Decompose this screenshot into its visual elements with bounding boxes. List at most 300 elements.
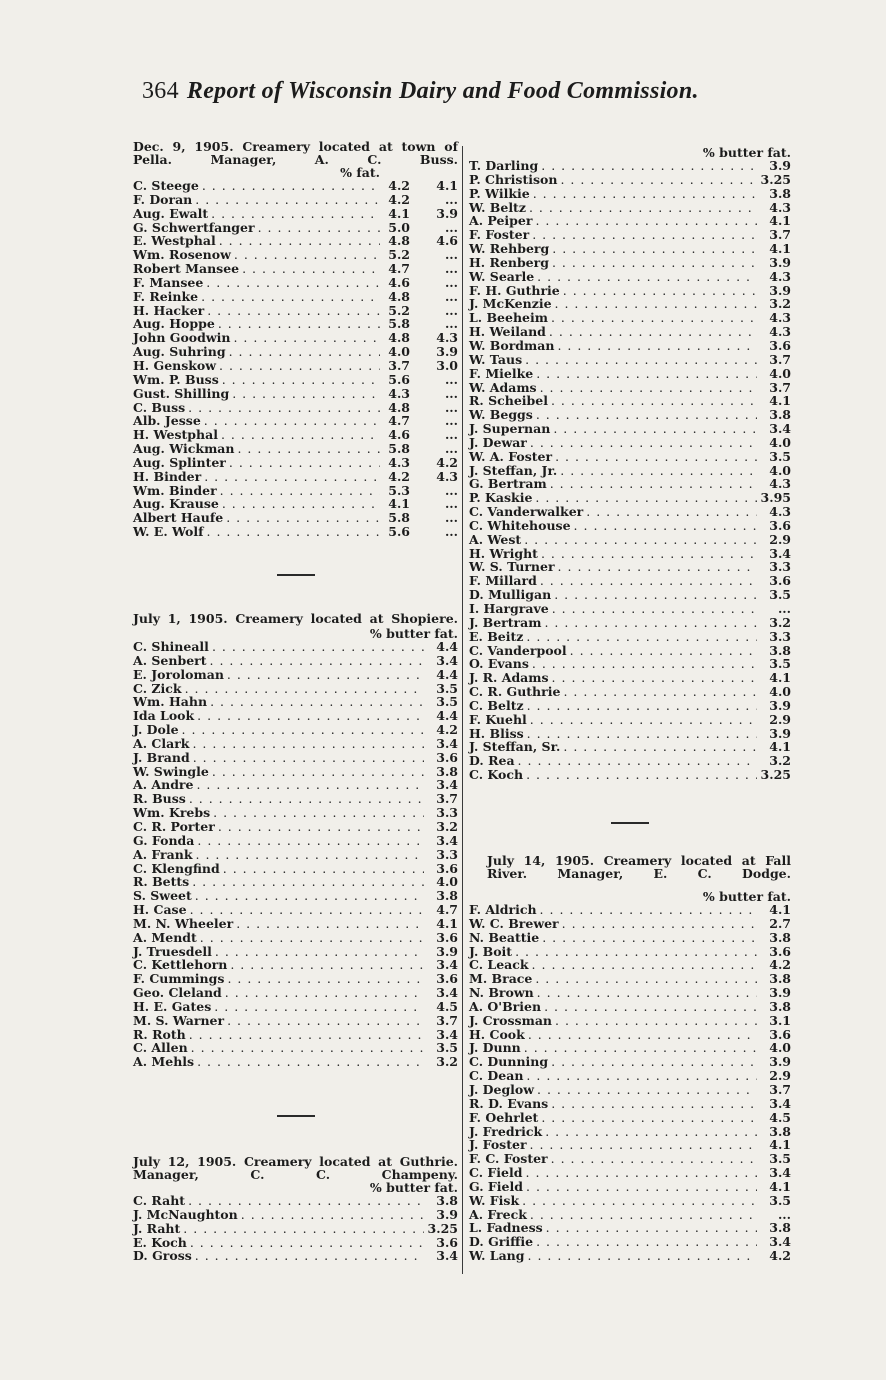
table-row (469, 1125, 791, 1139)
butter-fat-value: 3.1 (769, 1012, 791, 1028)
butter-fat-value: 3.5 (769, 1151, 791, 1167)
fat-test-2: ... (444, 261, 458, 277)
table-row (469, 1111, 791, 1125)
table-row (133, 1222, 458, 1236)
table-row (133, 497, 458, 511)
fat-test-1: 5.0 (388, 219, 410, 235)
butter-fat-value: 4.3 (769, 504, 791, 520)
table-row (133, 414, 458, 428)
butter-fat-value: 4.1 (769, 213, 791, 229)
patron-name: C. Buss (133, 399, 186, 415)
patron-name: J. Crossman (469, 1012, 553, 1028)
table-row (133, 442, 458, 456)
table-row (469, 1194, 791, 1208)
dot-leader (238, 1208, 424, 1222)
table-row (133, 792, 458, 806)
dot-leader (234, 442, 380, 456)
table-row (469, 533, 791, 547)
table-row (469, 671, 791, 685)
patron-name: P. Christison (469, 171, 558, 187)
fat-test-1: 5.8 (388, 441, 410, 457)
butter-fat-value: 3.6 (769, 943, 791, 959)
table-row (133, 640, 458, 654)
fat-test-1: 5.2 (388, 247, 410, 263)
table-row (133, 695, 458, 709)
patron-name: W. Beltz (469, 199, 526, 215)
butter-fat-value: 3.7 (769, 227, 791, 243)
patron-name: H. Genskow (133, 357, 217, 373)
patron-name: R. Scheibel (469, 393, 548, 409)
table-row (133, 972, 458, 986)
dot-leader (224, 972, 424, 986)
patron-name: H. Weiland (469, 324, 546, 340)
butter-fat-value: 4.5 (436, 998, 458, 1014)
fat-test-1: 4.0 (388, 344, 410, 360)
table-row (469, 297, 791, 311)
dot-leader (548, 1152, 757, 1166)
table-row (469, 903, 791, 917)
patron-name: F. Aldrich (469, 902, 537, 917)
dot-leader (549, 671, 757, 685)
dot-leader (189, 737, 424, 751)
patron-name: W. E. Wolf (133, 524, 204, 540)
patron-name: Aug. Wickman (133, 441, 235, 457)
table-row (133, 276, 458, 290)
dot-leader (530, 187, 757, 201)
patron-name: Robert Mansee (133, 261, 240, 277)
table-row (133, 1055, 458, 1069)
patron-name: E. Beitz (469, 628, 524, 644)
table-row (133, 456, 458, 470)
fat-test-1: 5.8 (388, 316, 410, 332)
table-row (469, 986, 791, 1000)
dot-leader (523, 1166, 758, 1180)
table-row (469, 519, 791, 533)
fat-test-2: ... (444, 288, 458, 304)
dot-leader (186, 1028, 424, 1042)
dot-leader (224, 668, 424, 682)
patron-name: A. West (469, 531, 522, 547)
patron-name: W. Fisk (469, 1192, 520, 1208)
patron-name: A. Andre (133, 777, 194, 793)
patron-name: R. Betts (133, 874, 190, 890)
dot-leader (216, 234, 380, 248)
patron-name: Wm. Hahn (133, 694, 208, 710)
patron-name: W. Taus (469, 351, 523, 367)
fat-test-1: 4.1 (388, 205, 410, 221)
dot-leader (187, 903, 424, 917)
butter-fat-value: 3.8 (769, 998, 791, 1014)
table-row (133, 889, 458, 903)
guthrie-continued-table (469, 159, 791, 782)
butter-fat-value: 3.4 (769, 1234, 791, 1250)
table-row (133, 304, 458, 318)
fat-test-2: 3.0 (436, 357, 458, 373)
fat-test-1: 5.8 (388, 510, 410, 526)
dot-leader (522, 353, 757, 367)
dot-leader (211, 1000, 424, 1014)
table-row (469, 588, 791, 602)
table-row (133, 525, 458, 539)
table-row (469, 464, 791, 478)
patron-name: C. Koch (469, 767, 524, 783)
dot-leader (180, 1222, 424, 1236)
butter-fat-value: 3.25 (760, 171, 791, 187)
dot-leader (541, 616, 757, 630)
table-row (469, 1041, 791, 1055)
patron-name: G. Fonda (133, 832, 195, 848)
table-row (469, 685, 791, 699)
fat-test-2: ... (444, 247, 458, 263)
table-row (133, 668, 458, 682)
patron-name: H. Cook (469, 1026, 525, 1042)
patron-name: R. Buss (133, 791, 186, 807)
fat-test-2: ... (444, 191, 458, 207)
fat-test-1: 5.6 (388, 371, 410, 387)
patron-name: W. Searle (469, 268, 535, 284)
dot-leader (534, 986, 757, 1000)
patron-name: N. Beattie (469, 929, 540, 945)
dot-leader (527, 1138, 757, 1152)
patron-name: F. Mansee (133, 274, 204, 290)
butter-fat-value: 3.9 (436, 1206, 458, 1222)
dot-leader (515, 754, 757, 768)
butter-fat-value: ... (777, 601, 791, 616)
dot-leader (549, 242, 757, 256)
dot-leader (220, 862, 424, 876)
patron-name: D. Griffie (469, 1234, 534, 1250)
table-row (469, 201, 791, 215)
butter-fat-value: 3.2 (436, 818, 458, 834)
patron-name: H. Wright (469, 545, 538, 561)
dot-leader (560, 740, 757, 754)
table-row (469, 422, 791, 436)
patron-name: R. Roth (133, 1026, 186, 1042)
dot-leader (203, 276, 380, 290)
patron-name: A. O'Brien (469, 998, 542, 1014)
butter-fat-value: 4.3 (769, 199, 791, 215)
patron-name: Alb. Jesse (133, 413, 201, 429)
butter-fat-value: 3.6 (436, 1234, 458, 1250)
patron-name: C. Vanderwalker (469, 504, 584, 520)
patron-name: Aug. Ewalt (133, 205, 209, 221)
column-heading: % butter fat. (369, 1180, 458, 1195)
butter-fat-value: 4.3 (769, 310, 791, 326)
separator (469, 822, 791, 824)
butter-fat-value: 3.25 (760, 767, 791, 783)
dot-leader (204, 304, 380, 318)
patron-name: D. Rea (469, 753, 515, 769)
dot-leader (552, 297, 757, 311)
butter-fat-value: 3.8 (769, 642, 791, 658)
butter-fat-value: 3.4 (769, 1095, 791, 1111)
patron-name: C. Allen (133, 1040, 188, 1056)
butter-fat-value: 3.25 (427, 1220, 458, 1236)
patron-name: D. Gross (133, 1248, 192, 1264)
dot-leader (192, 889, 424, 903)
patron-name: C. Field (469, 1165, 523, 1181)
patron-name: L. Beeheim (469, 310, 548, 326)
fat-test-2: ... (444, 274, 458, 290)
butter-fat-value: 3.5 (436, 680, 458, 696)
fat-test-1: 4.2 (388, 178, 410, 193)
dot-leader (186, 792, 424, 806)
separator (133, 574, 458, 576)
dot-leader (193, 778, 424, 792)
patron-name: C. Steege (133, 178, 199, 193)
dot-leader (219, 373, 380, 387)
dot-leader (233, 917, 424, 931)
dot-leader (519, 1194, 757, 1208)
table-row (133, 723, 458, 737)
butter-fat-value: 3.6 (436, 929, 458, 945)
butter-fat-value: 3.5 (769, 587, 791, 603)
patron-name: D. Mulligan (469, 587, 552, 603)
butter-fat-value: 3.4 (436, 1248, 458, 1264)
dot-leader (550, 422, 757, 436)
table-row (469, 214, 791, 228)
fat-test-1: 3.7 (388, 357, 410, 373)
butter-fat-value: 4.1 (436, 915, 458, 931)
butter-fat-value: 2.9 (769, 1068, 791, 1084)
dot-leader (207, 654, 424, 668)
butter-fat-value: 3.4 (769, 1165, 791, 1181)
guthrie-table (133, 1194, 458, 1263)
dot-leader (201, 470, 380, 484)
dot-leader (204, 525, 380, 539)
butter-fat-value: 3.8 (436, 888, 458, 904)
dot-leader (209, 640, 424, 654)
dot-leader (226, 456, 380, 470)
fat-test-2: ... (444, 441, 458, 457)
butter-fat-value: 4.0 (769, 684, 791, 700)
patron-name: J. Brand (133, 749, 190, 765)
butter-fat-value: 3.4 (436, 735, 458, 751)
butter-fat-value: 3.8 (769, 1220, 791, 1236)
dot-leader (255, 221, 380, 235)
table-row (133, 834, 458, 848)
butter-fat-value: 3.2 (769, 753, 791, 769)
dot-leader (527, 436, 757, 450)
fat-test-1: 5.6 (388, 524, 410, 540)
patron-name: F. Kuehl (469, 711, 527, 727)
patron-name: J. McKenzie (469, 296, 552, 312)
butter-fat-value: ... (777, 1206, 791, 1222)
dot-leader (207, 695, 424, 709)
patron-name: F. Cummings (133, 971, 225, 987)
dot-leader (557, 173, 757, 187)
patron-name: Wm. Krebs (133, 805, 211, 821)
dot-leader (524, 699, 757, 713)
fat-test-2: ... (444, 316, 458, 332)
patron-name: C. Dean (469, 1068, 524, 1084)
butter-fat-value: 2.7 (769, 915, 791, 931)
dot-leader (538, 547, 757, 561)
patron-name: C. R. Porter (133, 818, 215, 834)
patron-name: C. Zick (133, 680, 182, 696)
butter-fat-value: 3.3 (436, 805, 458, 821)
table-row (133, 848, 458, 862)
table-row (133, 1028, 458, 1042)
table-row (469, 242, 791, 256)
patron-name: Ida Look (133, 708, 195, 724)
butter-fat-value: 4.1 (769, 1137, 791, 1153)
dot-leader (185, 401, 380, 415)
dot-leader (560, 685, 757, 699)
table-row (133, 820, 458, 834)
dot-leader (219, 497, 380, 511)
dot-leader (548, 311, 757, 325)
patron-name: J. Raht (133, 1220, 181, 1236)
table-row (469, 436, 791, 450)
patron-name: J. Foster (469, 1137, 527, 1153)
dot-leader (521, 1041, 757, 1055)
table-row (469, 256, 791, 270)
table-row (133, 751, 458, 765)
patron-name: H. E. Gates (133, 998, 212, 1014)
dot-leader (560, 284, 757, 298)
dot-leader (226, 345, 380, 359)
fat-test-2: 4.6 (436, 233, 458, 249)
patron-name: W. C. Brewer (469, 915, 559, 931)
patron-name: L. Fadness (469, 1220, 543, 1236)
table-row (469, 574, 791, 588)
table-row (469, 1069, 791, 1083)
fat-test-2: 3.9 (436, 205, 458, 221)
dot-leader (527, 713, 757, 727)
patron-name: W. Bordman (469, 337, 555, 353)
table-row (469, 1028, 791, 1042)
patron-name: W. Swingle (133, 763, 209, 779)
dot-leader (523, 1069, 757, 1083)
dot-leader (534, 1083, 757, 1097)
dot-leader (523, 768, 757, 782)
dot-leader (231, 248, 380, 262)
butter-fat-value: 3.4 (436, 777, 458, 793)
table-row (133, 331, 458, 345)
dot-leader (227, 958, 424, 972)
patron-name: C. Raht (133, 1193, 186, 1208)
patron-name: J. Boit (469, 943, 513, 959)
patron-name: M. S. Warner (133, 1012, 225, 1028)
dot-leader (554, 339, 757, 353)
patron-name: C. Klengfind (133, 860, 220, 876)
patron-name: E. Westphal (133, 233, 216, 249)
table-row (469, 1014, 791, 1028)
patron-name: C. Beltz (469, 697, 524, 713)
table-row (133, 986, 458, 1000)
table-row (469, 228, 791, 242)
fat-test-1: 4.1 (388, 496, 410, 512)
fat-test-2: ... (444, 413, 458, 429)
fat-test-1: 4.2 (388, 468, 410, 484)
table-row (469, 740, 791, 754)
dot-leader (185, 1194, 424, 1208)
dot-leader (548, 394, 757, 408)
patron-name: C. Kettlehorn (133, 957, 228, 973)
table-row (469, 159, 791, 173)
patron-name: John Goodwin (133, 330, 231, 346)
butter-fat-value: 3.5 (436, 1040, 458, 1056)
patron-name: C. Leack (469, 957, 529, 973)
patron-name: J. Steffan, Sr. (469, 739, 561, 755)
dot-leader (549, 256, 757, 270)
dot-leader (193, 848, 425, 862)
table-row (469, 972, 791, 986)
butter-fat-value: 3.4 (436, 985, 458, 1001)
patron-name: J. Dole (133, 722, 179, 738)
butter-fat-value: 4.1 (769, 1178, 791, 1194)
dot-leader (189, 875, 424, 889)
patron-name: F. Reinke (133, 288, 199, 304)
fat-test-2: ... (444, 482, 458, 498)
patron-name: N. Brown (469, 985, 534, 1001)
table-row (469, 284, 791, 298)
dot-leader (551, 588, 757, 602)
patron-name: F. Foster (469, 227, 530, 243)
dot-leader (533, 408, 757, 422)
butter-fat-value: 3.5 (769, 448, 791, 464)
table-row (133, 248, 458, 262)
patron-name: Aug. Hoppe (133, 316, 215, 332)
butter-fat-value: 3.7 (769, 351, 791, 367)
dot-leader (222, 986, 424, 1000)
patron-name: Albert Haufe (133, 510, 224, 526)
patron-name: J. McNaughton (133, 1206, 238, 1222)
separator (133, 1115, 458, 1117)
patron-name: E. Koch (133, 1234, 187, 1250)
dot-leader (230, 331, 380, 345)
butter-fat-value: 3.4 (436, 832, 458, 848)
table-row (469, 367, 791, 381)
dot-leader (521, 533, 757, 547)
patron-name: W. Rehberg (469, 241, 550, 257)
butter-fat-value: 3.95 (760, 490, 791, 506)
table-row (469, 1138, 791, 1152)
table-row (133, 958, 458, 972)
table-row (133, 862, 458, 876)
pella-table (133, 179, 458, 539)
butter-fat-value: 3.9 (769, 282, 791, 298)
butter-fat-value: 3.9 (436, 943, 458, 959)
butter-fat-value: 3.6 (769, 1026, 791, 1042)
section-shopiere (133, 612, 458, 1069)
dot-leader (532, 491, 757, 505)
dot-leader (208, 207, 380, 221)
dot-leader (524, 727, 757, 741)
column-heading: % butter fat. (702, 145, 791, 160)
dot-leader (552, 1014, 757, 1028)
butter-fat-value: 3.2 (436, 1054, 458, 1070)
table-row (133, 290, 458, 304)
patron-name: H. Case (133, 902, 187, 918)
patron-name: J. Truesdell (133, 943, 212, 959)
fat-test-2: 4.1 (436, 178, 458, 193)
table-row (469, 727, 791, 741)
dot-leader (217, 484, 380, 498)
dot-leader (534, 270, 757, 284)
fat-test-1: 4.8 (388, 288, 410, 304)
butter-fat-value: 3.8 (769, 971, 791, 987)
dot-leader (190, 751, 424, 765)
patron-name: J. R. Adams (469, 670, 549, 686)
table-row (133, 875, 458, 889)
table-row (469, 1055, 791, 1069)
table-row (469, 353, 791, 367)
butter-fat-value: 3.7 (769, 379, 791, 395)
table-row (133, 917, 458, 931)
table-row (133, 262, 458, 276)
